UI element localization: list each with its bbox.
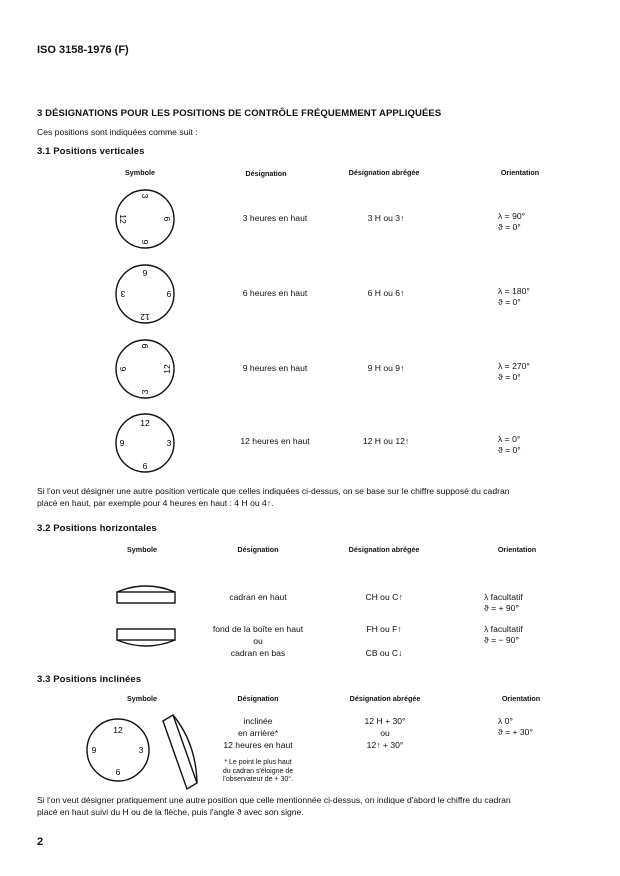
dial-numeral: 6	[166, 289, 172, 299]
dial-numeral: 12	[140, 312, 150, 322]
col-header-orientation: Orientation	[501, 694, 541, 703]
orientation-theta: ϑ = 0°	[498, 297, 521, 307]
orientation-theta: ϑ = + 30°	[498, 727, 533, 737]
col-header-abregee: Désignation abrégée	[348, 168, 420, 177]
orientation-cell	[484, 592, 523, 614]
case-inclined-side-icon	[160, 713, 200, 791]
dial-numeral: 6	[142, 461, 148, 471]
designation-cell: cadran en bas	[230, 648, 286, 658]
designation-cell: 12 heures en haut	[240, 436, 310, 446]
footnote	[223, 759, 293, 785]
abregee-cell: 3 H ou 3↑	[367, 213, 405, 223]
orientation-lambda: λ 0°	[498, 716, 513, 726]
orientation-cell	[484, 624, 523, 646]
designation-cell: inclinée	[243, 716, 273, 726]
designation-cell: 9 heures en haut	[242, 363, 308, 373]
subsection-title-vertical: 3.1 Positions verticales	[37, 146, 145, 157]
abregee-cell: 9 H ou 9↑	[367, 363, 405, 373]
col-header-abregee: Désignation abrégée	[348, 545, 420, 554]
dial-3h-up	[114, 188, 176, 250]
orientation-lambda: λ facultatif	[484, 592, 523, 602]
footnote-line: du cadran s'éloigne de	[222, 767, 294, 775]
dial-inclined-front	[85, 717, 151, 783]
col-header-symbole: Symbole	[127, 545, 157, 554]
page-number: 2	[37, 836, 44, 848]
dial-numeral: 9	[91, 745, 97, 755]
dial-numeral: 9	[142, 268, 148, 278]
section-title: 3 DÉSIGNATIONS POUR LES POSITIONS DE CONTRÔLE FRÉQUEMMENT APPLIQUÉES	[37, 108, 442, 119]
dial-6h-up	[114, 263, 176, 325]
vertical-note-line2: placé en haut, par exemple pour 4 heures en haut : 4 H ou 4↑.	[37, 498, 274, 508]
document-id: ISO 3158-1976 (F)	[37, 44, 129, 56]
dial-numeral: 3	[120, 289, 126, 299]
dial-numeral: 12	[113, 725, 123, 735]
vertical-note-line1: Si l'on veut désigner une autre position verticale que celles indiquées ci-dessus, on se base sur le chiffre supposé du cadran	[37, 486, 510, 496]
orientation-cell	[498, 361, 530, 383]
dial-numeral: 3	[166, 438, 172, 448]
col-header-orientation: Orientation	[497, 545, 537, 554]
orientation-theta: ϑ = 0°	[498, 372, 521, 382]
orientation-cell	[498, 716, 533, 738]
orientation-theta: ϑ = 0°	[498, 222, 521, 232]
abregee-cell: 12 H + 30°	[364, 716, 406, 726]
designation-cell: 12 heures en haut	[223, 740, 293, 750]
dial-numeral: 9	[140, 343, 150, 349]
abregee-cell: FH ou F↑	[366, 624, 402, 634]
designation-cell: fond de la boîte en haut	[212, 624, 304, 634]
col-header-designation: Désignation	[237, 694, 279, 703]
orientation-theta: ϑ = − 90°	[484, 635, 519, 645]
abregee-cell: 12 H ou 12↑	[362, 436, 410, 446]
col-header-designation: Désignation	[245, 169, 287, 178]
orientation-cell	[498, 211, 525, 233]
orientation-cell	[498, 286, 530, 308]
dial-numeral: 6	[162, 216, 172, 222]
dial-numeral: 6	[118, 366, 128, 372]
dial-numeral: 12	[118, 214, 128, 224]
designation-cell: 6 heures en haut	[242, 288, 308, 298]
orientation-theta: ϑ = + 90°	[484, 603, 519, 613]
orientation-lambda: λ = 90°	[498, 211, 526, 221]
col-header-designation: Désignation	[237, 545, 279, 554]
inclined-note-line1: Si l'on veut désigner pratiquement une autre position que celle mentionnée ci-dessus, on indique d'abord le chiffre du cadran	[37, 795, 511, 805]
dial-numeral: 6	[115, 767, 121, 777]
col-header-orientation: Orientation	[500, 168, 540, 177]
dial-12h-up	[114, 412, 176, 474]
abregee-cell: 6 H ou 6↑	[367, 288, 405, 298]
designation-cell: 3 heures en haut	[242, 213, 308, 223]
col-header-symbole: Symbole	[125, 168, 155, 177]
dial-numeral: 12	[162, 364, 172, 374]
col-header-abregee: Désignation abrégée	[349, 694, 421, 703]
subsection-title-inclined: 3.3 Positions inclinées	[37, 674, 142, 685]
abregee-cell: CB ou C↓	[365, 648, 403, 658]
case-dial-down-icon	[115, 627, 177, 651]
orientation-lambda: λ = 0°	[498, 434, 521, 444]
section-intro: Ces positions sont indiquées comme suit :	[37, 127, 198, 137]
dial-numeral: 9	[140, 239, 150, 245]
col-header-symbole: Symbole	[127, 694, 157, 703]
orientation-lambda: λ = 270°	[498, 361, 530, 371]
dial-numeral: 9	[119, 438, 125, 448]
designation-cell: en arrière*	[237, 728, 279, 738]
orientation-lambda: λ = 180°	[498, 286, 530, 296]
orientation-cell	[498, 434, 521, 456]
inclined-note-line2: placé en haut suivi du H ou de la flèche, puis l'angle ϑ avec son signe.	[37, 807, 304, 817]
dial-9h-up	[114, 338, 176, 400]
abregee-cell: CH ou C↑	[365, 592, 403, 602]
abregee-cell: 12↑ + 30°	[366, 740, 404, 750]
abregee-cell: ou	[380, 728, 390, 738]
orientation-lambda: λ facultatif	[484, 624, 523, 634]
designation-cell: cadran en haut	[229, 592, 287, 602]
orientation-theta: ϑ = 0°	[498, 445, 521, 455]
subsection-title-horizontal: 3.2 Positions horizontales	[37, 523, 157, 534]
case-dial-up-icon	[115, 581, 177, 605]
dial-numeral: 12	[140, 418, 150, 428]
footnote-line: l'observateur de + 30°.	[222, 776, 294, 783]
dial-numeral: 3	[140, 193, 150, 199]
dial-numeral: 3	[140, 389, 150, 395]
designation-cell: ou	[253, 636, 263, 646]
dial-numeral: 3	[138, 745, 144, 755]
footnote-line: * Le point le plus haut	[224, 759, 292, 766]
